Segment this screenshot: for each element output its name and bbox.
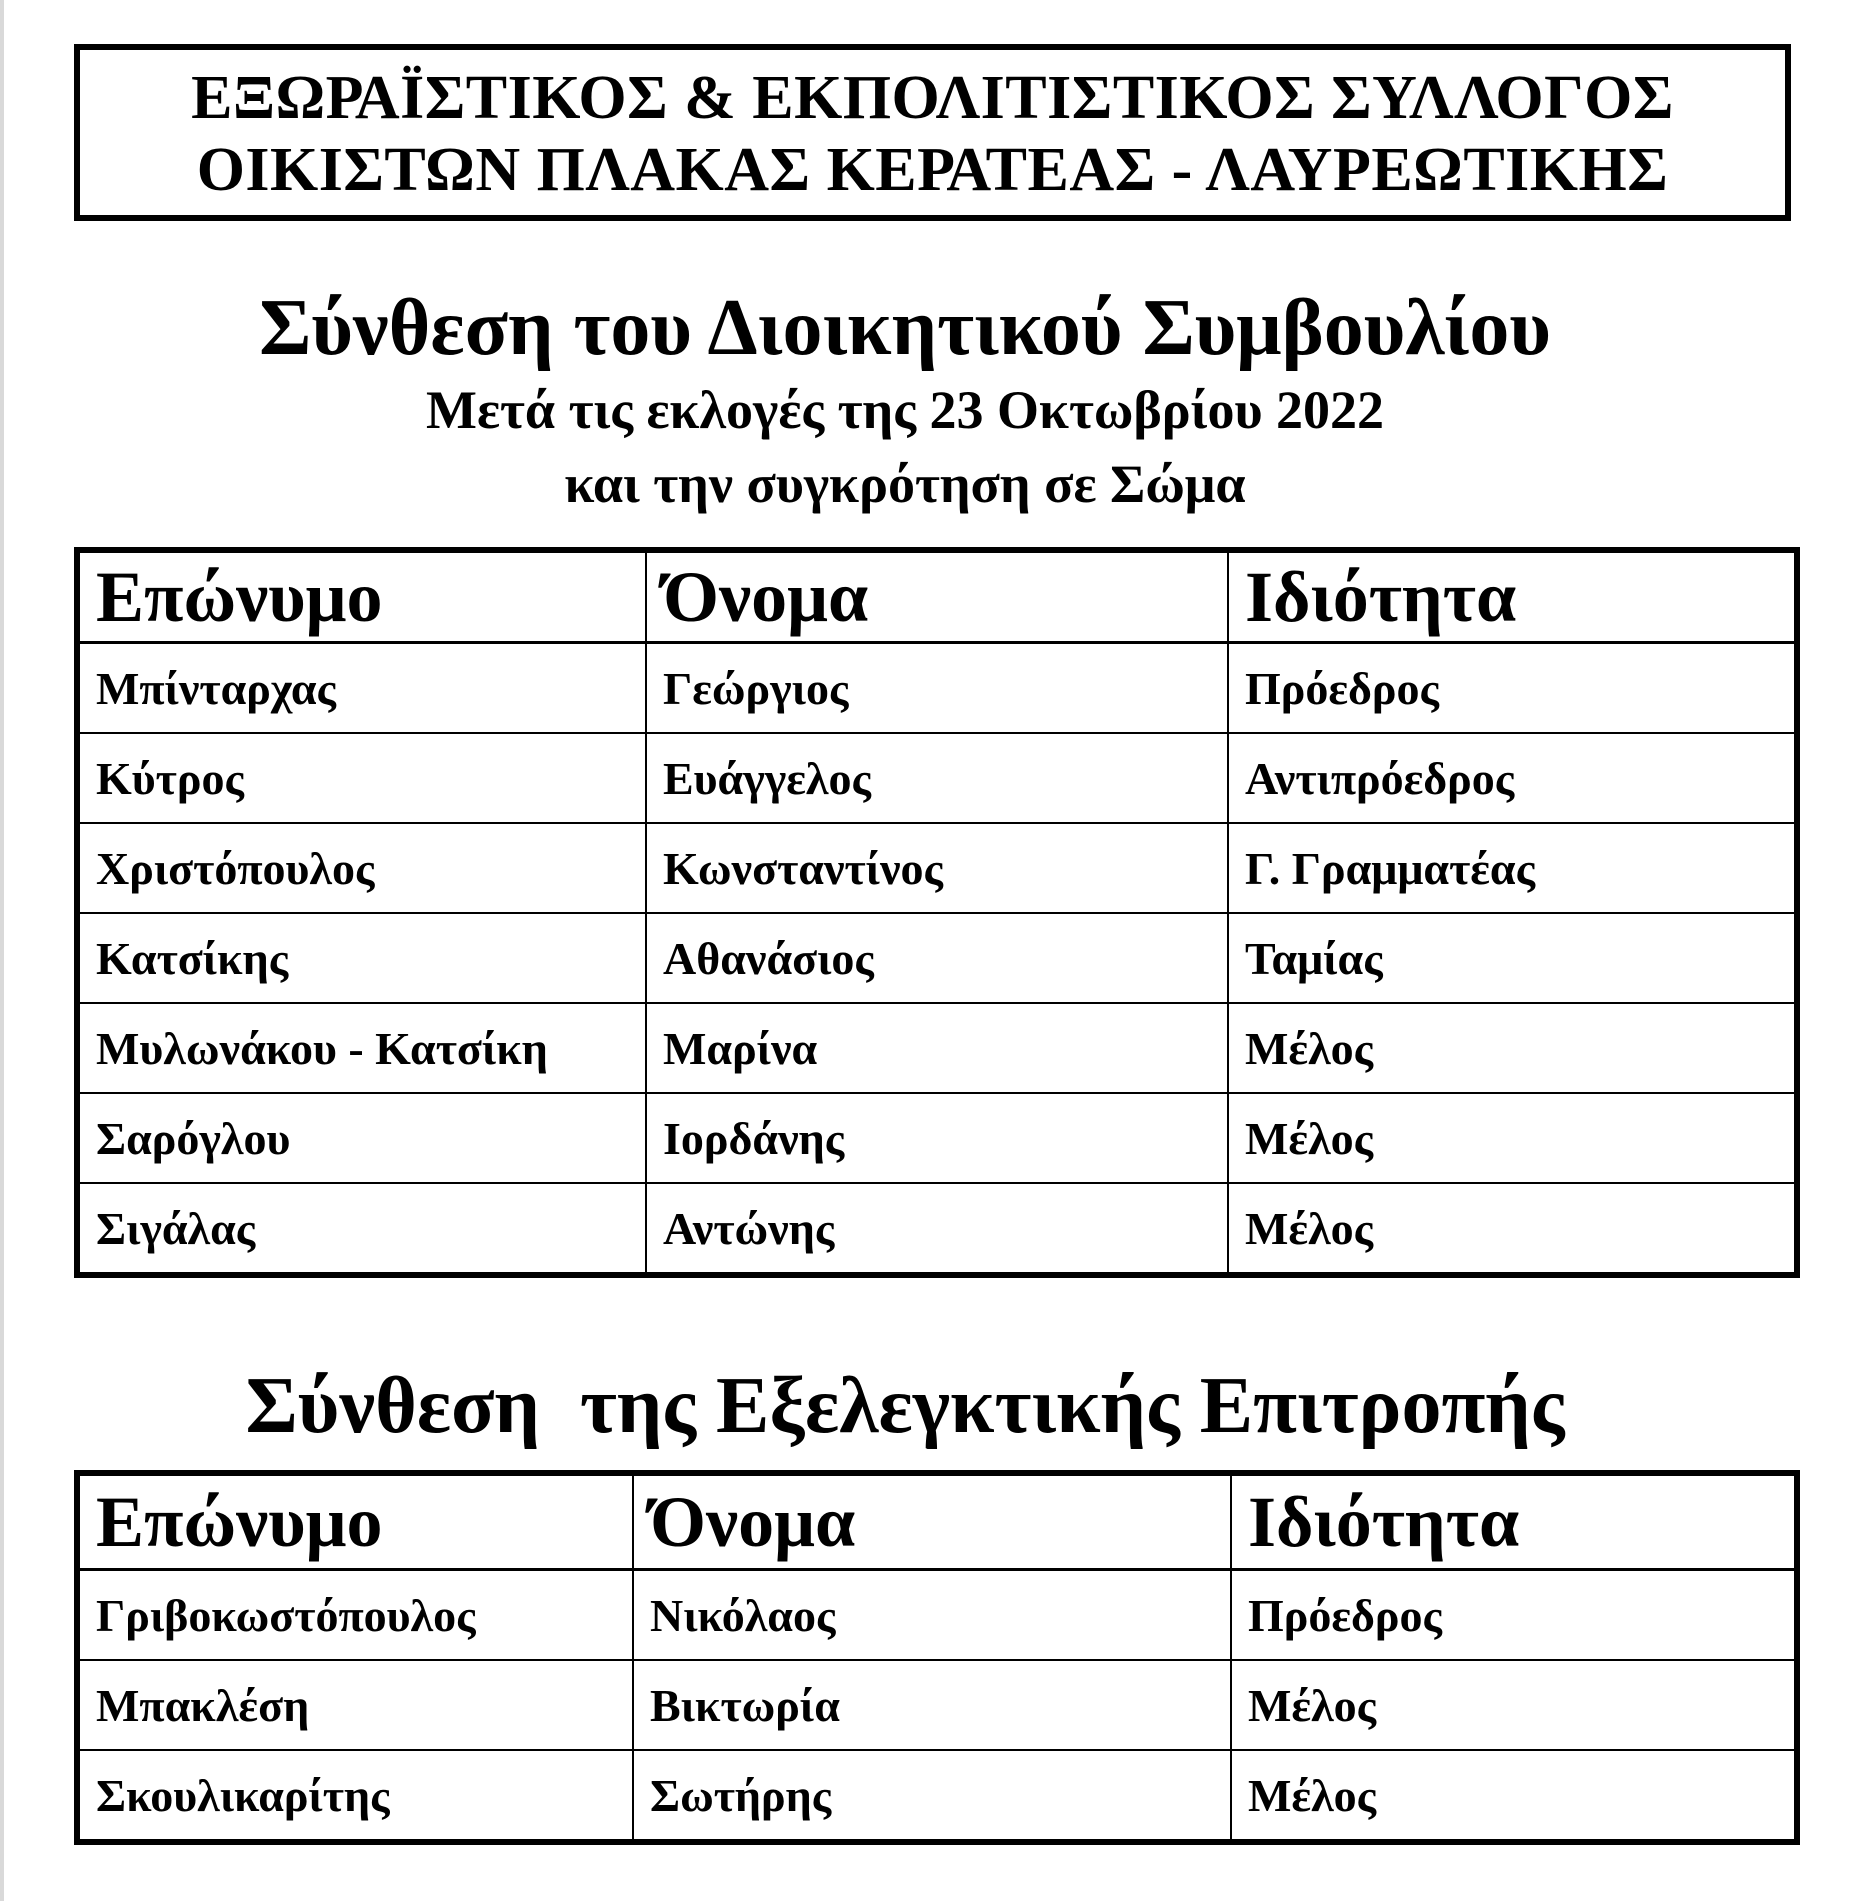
table-row [77, 1660, 1797, 1750]
cell-role: Αντιπρόεδρος [1228, 733, 1797, 823]
cell-surname: Σιγάλας [77, 1183, 646, 1275]
cell-surname: Μπακλέση [77, 1660, 633, 1750]
cell-first-name: Μαρίνα [646, 1003, 1228, 1093]
column-header-surname: Επώνυμο [77, 550, 646, 643]
cell-surname: Κύτρος [77, 733, 646, 823]
table-row [77, 823, 1797, 913]
column-header-role: Ιδιότητα [1228, 550, 1797, 643]
cell-role: Μέλος [1228, 1003, 1797, 1093]
cell-first-name: Νικόλαος [633, 1570, 1231, 1661]
column-header-first-name: Όνομα [646, 550, 1228, 643]
cell-role: Πρόεδρος [1228, 643, 1797, 734]
table-header-row [77, 1473, 1797, 1570]
table-row [77, 1003, 1797, 1093]
association-header [74, 44, 1791, 221]
board-members-table [74, 547, 1800, 1278]
cell-surname: Σκουλικαρίτης [77, 1750, 633, 1842]
cell-surname: Σαρόγλου [77, 1093, 646, 1183]
board-title: Σύνθεση του Διοικητικού Συμβουλίου [259, 284, 1551, 372]
table-row [77, 1570, 1797, 1661]
cell-role: Μέλος [1231, 1660, 1797, 1750]
table-row [77, 733, 1797, 823]
association-name-line-2: ΟΙΚΙΣΤΩΝ ΠΛΑΚΑΣ ΚΕΡΑΤΕΑΣ - ΛΑΥΡΕΩΤΙΚΗΣ [196, 136, 1669, 204]
cell-first-name: Γεώργιος [646, 643, 1228, 734]
column-header-role: Ιδιότητα [1231, 1473, 1797, 1570]
cell-first-name: Βικτωρία [633, 1660, 1231, 1750]
cell-role: Γ. Γραμματέας [1228, 823, 1797, 913]
cell-surname: Μπίνταρχας [77, 643, 646, 734]
cell-role: Μέλος [1228, 1183, 1797, 1275]
board-subtitle-election: Μετά τις εκλογές της 23 Οκτωβρίου 2022 [426, 380, 1384, 440]
cell-role: Πρόεδρος [1231, 1570, 1797, 1661]
column-header-first-name: Όνομα [633, 1473, 1231, 1570]
cell-first-name: Αθανάσιος [646, 913, 1228, 1003]
table-row [77, 1183, 1797, 1275]
cell-surname: Γριβοκωστόπουλος [77, 1570, 633, 1661]
cell-role: Ταμίας [1228, 913, 1797, 1003]
cell-first-name: Ευάγγελος [646, 733, 1228, 823]
cell-surname: Χριστόπουλος [77, 823, 646, 913]
audit-committee-title: Σύνθεση της Εξελεγκτικής Επιτροπής [245, 1362, 1565, 1450]
audit-committee-table [74, 1470, 1800, 1845]
cell-surname: Μυλωνάκου - Κατσίκη [77, 1003, 646, 1093]
table-row [77, 913, 1797, 1003]
cell-role: Μέλος [1228, 1093, 1797, 1183]
cell-first-name: Κωνσταντίνος [646, 823, 1228, 913]
cell-first-name: Αντώνης [646, 1183, 1228, 1275]
board-subtitle-formation: και την συγκρότηση σε Σώμα [564, 454, 1246, 514]
cell-surname: Κατσίκης [77, 913, 646, 1003]
table-row [77, 1750, 1797, 1842]
cell-first-name: Ιορδάνης [646, 1093, 1228, 1183]
cell-first-name: Σωτήρης [633, 1750, 1231, 1842]
table-header-row [77, 550, 1797, 643]
table-row [77, 643, 1797, 734]
cell-role: Μέλος [1231, 1750, 1797, 1842]
association-name-line-1: ΕΞΩΡΑΪΣΤΙΚΟΣ & ΕΚΠΟΛΙΤΙΣΤΙΚΟΣ ΣΥΛΛΟΓΟΣ [191, 64, 1674, 132]
column-header-surname: Επώνυμο [77, 1473, 633, 1570]
table-row [77, 1093, 1797, 1183]
